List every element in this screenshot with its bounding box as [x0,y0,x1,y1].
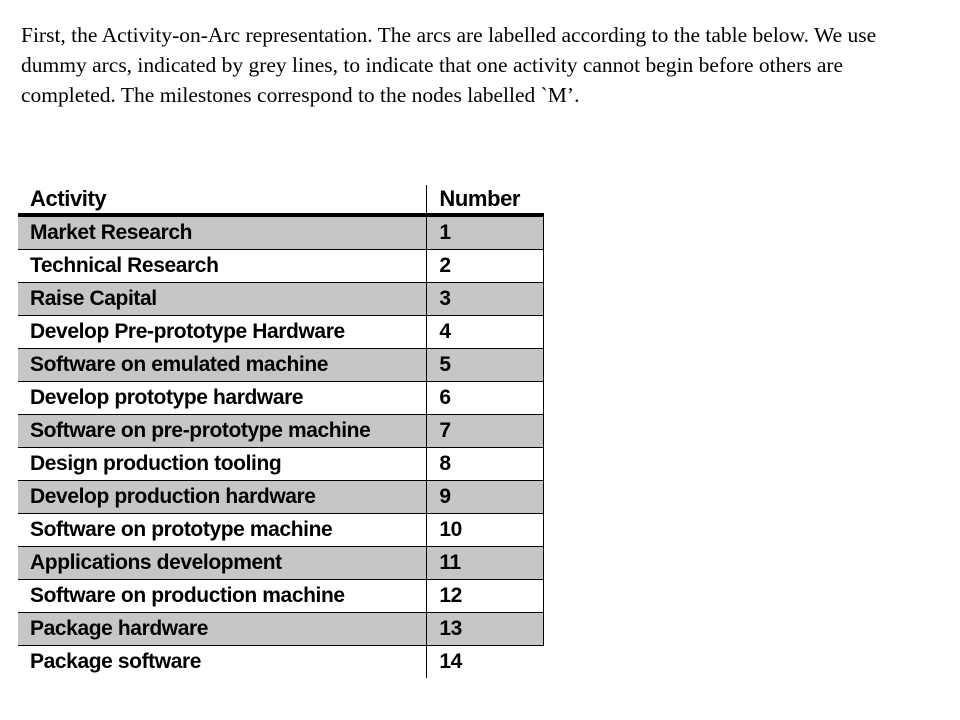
table-row [18,382,544,415]
table-row [18,215,544,250]
header-activity: Activity [18,185,427,215]
activity-cell: Software on prototype machine [18,514,427,547]
intro-paragraph: First, the Activity-on-Arc representation. The arcs are labelled according to the table below. We use dummy arcs, indicated by grey lines, to indicate that one activity cannot begin before others are completed. The milestones correspond to the nodes labelled `M’. [21,23,877,107]
header-number: Number [427,185,544,215]
number-cell: 9 [427,481,544,514]
table-row [18,448,544,481]
activity-cell: Raise Capital [18,283,427,316]
number-cell: 14 [427,646,544,679]
activity-cell: Software on emulated machine [18,349,427,382]
table-row [18,415,544,448]
activity-cell: Package hardware [18,613,427,646]
number-cell: 6 [427,382,544,415]
activity-cell: Market Research [18,215,427,250]
activity-cell: Package software [18,646,427,679]
table-row [18,646,544,679]
number-cell: 3 [427,283,544,316]
number-cell: 8 [427,448,544,481]
number-cell: 10 [427,514,544,547]
table-row [18,349,544,382]
number-cell: 2 [427,250,544,283]
table-row [18,580,544,613]
table-header-row [18,185,544,215]
table-row [18,613,544,646]
number-cell: 4 [427,316,544,349]
activity-cell: Software on pre-prototype machine [18,415,427,448]
number-cell: 7 [427,415,544,448]
table-row [18,514,544,547]
activity-cell: Software on production machine [18,580,427,613]
table-row [18,250,544,283]
activity-cell: Technical Research [18,250,427,283]
table-row [18,316,544,349]
activity-cell: Develop Pre-prototype Hardware [18,316,427,349]
activity-table-container [18,185,544,678]
number-cell: 1 [427,215,544,250]
table-body [18,215,544,678]
activity-cell: Develop production hardware [18,481,427,514]
activity-cell: Applications development [18,547,427,580]
activity-table [18,185,544,678]
number-cell: 5 [427,349,544,382]
number-cell: 12 [427,580,544,613]
number-cell: 13 [427,613,544,646]
table-row [18,547,544,580]
number-cell: 11 [427,547,544,580]
table-row [18,283,544,316]
activity-cell: Develop prototype hardware [18,382,427,415]
activity-cell: Design production tooling [18,448,427,481]
table-row [18,481,544,514]
